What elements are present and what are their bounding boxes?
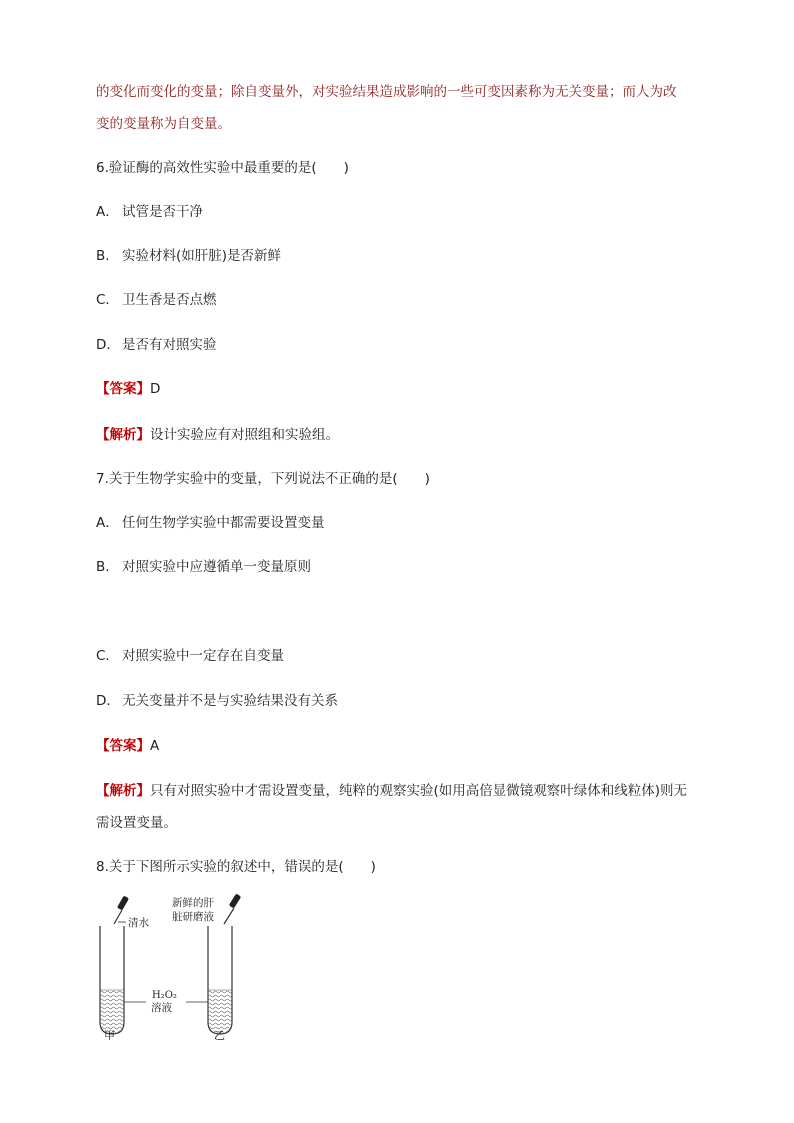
analysis-tag: 【解析】: [96, 783, 150, 799]
q6-option-d: [96, 333, 217, 353]
option-text: 试管是否干净: [122, 204, 203, 220]
option-text: 是否有对照实验: [122, 337, 217, 353]
answer-value: D: [150, 381, 161, 397]
q7-analysis-line-2: 需设置变量。: [96, 815, 177, 831]
label-water: 清水: [128, 917, 149, 929]
q7-option-b: [96, 555, 311, 575]
q6-stem: 6.验证酶的高效性实验中最重要的是( ): [96, 160, 349, 176]
label-solution: 溶液: [151, 1002, 172, 1014]
option-letter: D．: [96, 693, 120, 709]
analysis-text: 只有对照实验中才需设置变量，纯粹的观察实验(如用高倍显微镜观察叶绿体和线粒体)则无: [150, 783, 688, 799]
option-letter: C．: [96, 292, 119, 308]
analysis-text: 设计实验应有对照组和实验组。: [150, 427, 339, 443]
q6-option-b: [96, 244, 281, 264]
intro-line-2: 变的变量称为自变量。: [96, 116, 231, 132]
label-h2o2: H₂O₂: [152, 990, 177, 1001]
option-letter: B．: [96, 248, 119, 264]
q7-option-c: [96, 644, 284, 664]
q6-option-a: [96, 200, 203, 220]
answer-value: A: [150, 738, 160, 754]
q6-option-c: [96, 288, 217, 308]
answer-tag: 【答案】: [96, 381, 150, 397]
test-tube-figure: [88, 890, 278, 1040]
q7-answer: [96, 734, 159, 754]
answer-tag: 【答案】: [96, 738, 150, 754]
option-text: 无关变量并不是与实验结果没有关系: [122, 693, 338, 709]
option-letter: D．: [96, 337, 120, 353]
tube-b: [208, 926, 232, 1034]
dropper-a-icon: [114, 895, 129, 924]
option-text: 卫生香是否点燃: [122, 292, 217, 308]
label-tube-b: 乙: [214, 1029, 225, 1040]
analysis-tag: 【解析】: [96, 427, 150, 443]
q7-analysis-line-1: [96, 779, 687, 799]
q7-option-d: [96, 689, 338, 709]
q6-answer: [96, 377, 160, 397]
label-liver-1: 新鲜的肝: [172, 897, 214, 909]
tube-a: [100, 926, 124, 1034]
label-liver-2: 脏研磨液: [172, 911, 214, 923]
option-letter: C．: [96, 648, 119, 664]
option-text: 对照实验中一定存在自变量: [122, 648, 284, 664]
option-text: 实验材料(如肝脏)是否新鲜: [122, 248, 282, 264]
q6-analysis: [96, 423, 339, 443]
option-letter: A．: [96, 204, 119, 220]
q8-stem: 8.关于下图所示实验的叙述中，错误的是( ): [96, 859, 376, 875]
intro-line-1: 的变化而变化的变量；除自变量外，对实验结果造成影响的一些可变因素称为无关变量；而人为改: [96, 84, 677, 100]
q7-option-a: [96, 511, 325, 531]
option-text: 对照实验中应遵循单一变量原则: [122, 559, 311, 575]
option-text: 任何生物学实验中都需要设置变量: [122, 515, 325, 531]
q7-stem: 7.关于生物学实验中的变量，下列说法不正确的是( ): [96, 471, 430, 487]
label-tube-a: 甲: [104, 1029, 115, 1040]
option-letter: A．: [96, 515, 119, 531]
option-letter: B．: [96, 559, 119, 575]
dropper-b-icon: [224, 893, 241, 924]
